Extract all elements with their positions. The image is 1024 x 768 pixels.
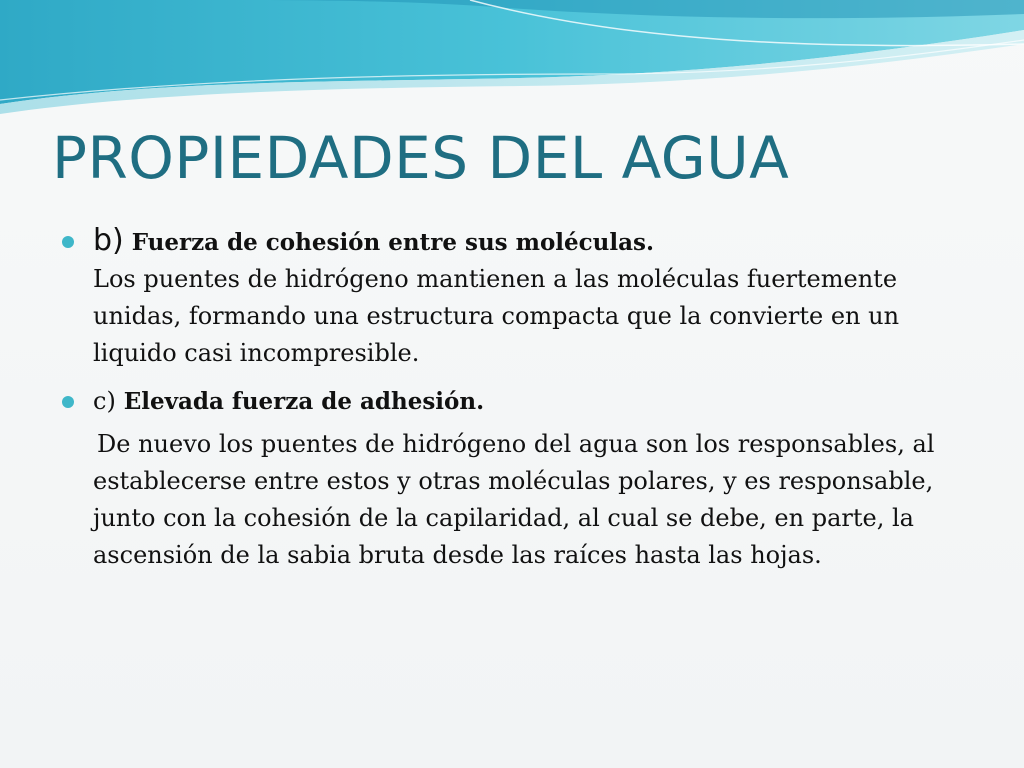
bullet-dot-icon (62, 236, 74, 248)
slide-title: PROPIEDADES DEL AGUA (52, 124, 790, 192)
paragraph-text: De nuevo los puentes de hidrógeno del agua son los responsables, al establecerse entre estos y otras moléculas polares, y es responsable, junto con la cohesión de la capilaridad, al cual se debe, en parte, la ascensión de la sabia bruta desde las raíces hasta las hojas. (93, 430, 935, 569)
bullet-dot-icon (62, 396, 74, 408)
item-heading: Fuerza de cohesión entre sus moléculas. (131, 229, 654, 256)
item-heading: Elevada fuerza de adhesión. (123, 388, 485, 415)
body-paragraph (62, 426, 982, 574)
slide-content (62, 222, 982, 574)
bullet-item-c (62, 382, 982, 420)
wave-decoration (0, 0, 1024, 130)
item-text: Los puentes de hidrógeno mantienen a las moléculas fuertemente unidas, formando una estructura compacta que la convierte en un liquido casi incompresible. (93, 265, 900, 367)
bullet-item-b (62, 222, 982, 372)
item-label: b) (93, 223, 124, 258)
item-label: c) (93, 387, 116, 415)
